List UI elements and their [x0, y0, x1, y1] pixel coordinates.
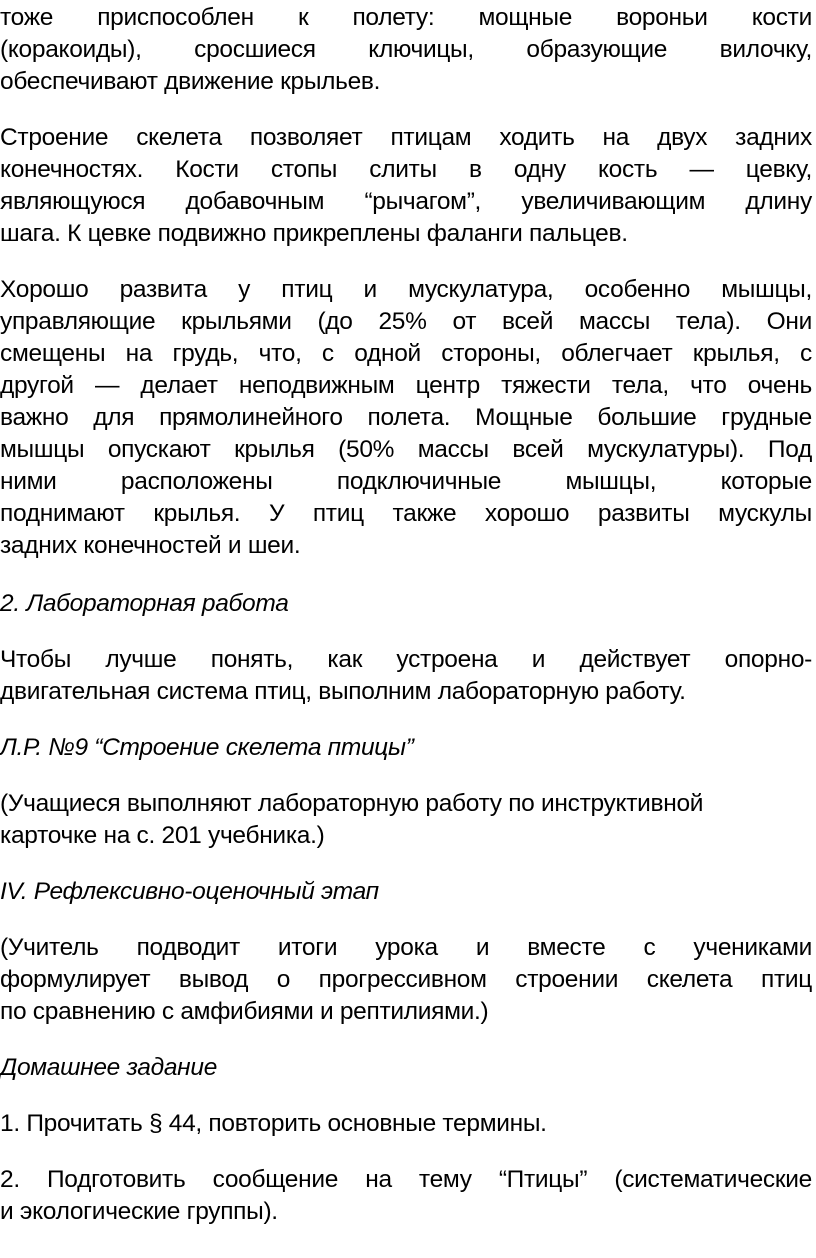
text-line: управляющие крыльями (до 25% от всей массы тела). Они	[0, 308, 812, 335]
heading-text: IV. Рефлексивно-оценочный этап	[0, 878, 379, 905]
text-line: являющуюся добавочным “рычагом”, увеличивающим длину	[0, 188, 812, 215]
text-line: мышцы опускают крылья (50% массы всей мускулатуры). Под	[0, 436, 812, 463]
paragraph-skeleton-shoulder	[0, 2, 812, 98]
lab-title	[0, 732, 812, 764]
paragraph-lab-intro	[0, 644, 812, 708]
text-line: 2. Подготовить сообщение на тему “Птицы” (систематические	[0, 1166, 812, 1193]
text-line: поднимают крылья. У птиц также хорошо развиты мускулы	[0, 500, 812, 527]
heading-lab-work	[0, 588, 812, 620]
text-line: Строение скелета позволяет птицам ходить на двух задних	[0, 124, 812, 151]
text-line: формулирует вывод о прогрессивном строении скелета птиц	[0, 966, 812, 993]
text-line: конечностях. Кости стопы слиты в одну кость — цевку,	[0, 156, 812, 183]
paragraph-skeleton-legs	[0, 122, 812, 250]
text-line: двигательная система птиц, выполним лабораторную работу.	[0, 678, 686, 705]
text-line: (Учитель подводит итоги урока и вместе с учениками	[0, 934, 812, 961]
paragraph-reflection	[0, 932, 812, 1028]
homework-item-2	[0, 1164, 812, 1228]
heading-homework	[0, 1052, 812, 1084]
text-line: обеспечивают движение крыльев.	[0, 68, 381, 95]
homework-item-1	[0, 1108, 812, 1140]
heading-text: Л.Р. №9 “Строение скелета птицы”	[0, 734, 414, 761]
heading-reflection	[0, 876, 812, 908]
text-line: другой — делает неподвижным центр тяжести тела, что очень	[0, 372, 812, 399]
text-line: тоже приспособлен к полету: мощные вороньи кости	[0, 4, 812, 31]
text-line: важно для прямолинейного полета. Мощные большие грудные	[0, 404, 812, 431]
text-line: шага. К цевке подвижно прикреплены фаланги пальцев.	[0, 220, 628, 247]
paragraph-musculature	[0, 274, 812, 562]
text-line: задних конечностей и шеи.	[0, 532, 301, 559]
text-line: карточке на с. 201 учебника.)	[0, 822, 325, 849]
heading-text: Домашнее задание	[0, 1054, 218, 1081]
text-line: Чтобы лучше понять, как устроена и действует опорно-	[0, 646, 812, 673]
text-line: Хорошо развита у птиц и мускулатура, особенно мышцы,	[0, 276, 812, 303]
text-line: 1. Прочитать § 44, повторить основные термины.	[0, 1110, 547, 1137]
paragraph-lab-instructions	[0, 788, 812, 852]
text-line: (Учащиеся выполняют лабораторную работу по инструктивной	[0, 790, 704, 817]
text-line: и экологические группы).	[0, 1198, 278, 1225]
text-line: (коракоиды), сросшиеся ключицы, образующие вилочку,	[0, 36, 812, 63]
text-line: по сравнению с амфибиями и рептилиями.)	[0, 998, 489, 1025]
heading-text: 2. Лабораторная работа	[0, 590, 289, 617]
text-line: ними расположены подключичные мышцы, которые	[0, 468, 812, 495]
text-line: смещены на грудь, что, с одной стороны, облегчает крылья, с	[0, 340, 812, 367]
